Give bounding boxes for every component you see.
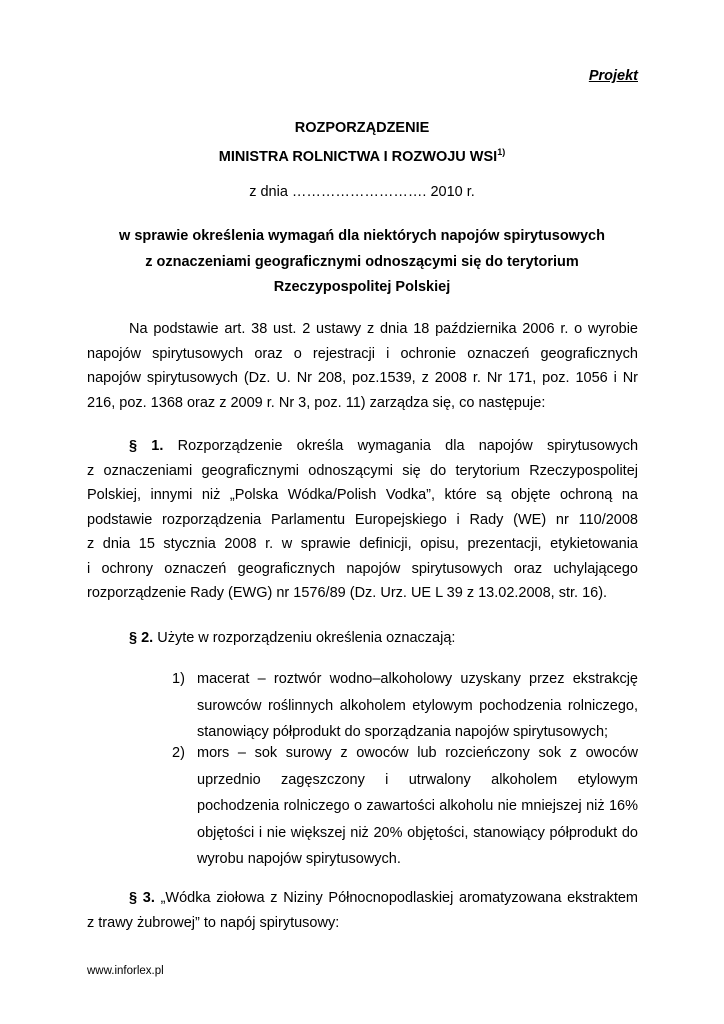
section-1-line: podstawie rozporządzenia Parlamentu Europejskiego i Rady (WE) nr 110/2008 [87,511,638,528]
section-2-first-line [87,626,638,651]
section-3-first-line [87,886,638,911]
definition-line: mors – sok surowy z owoców lub rozcieńczony sok z owoców [197,745,638,761]
definition-line: objętości i nie większej niż 20% objętości, stanowiący półprodukt do [197,824,638,841]
definition-line: uprzednio zagęszczony i utrwalony alkoholem etylowym [197,771,638,788]
subject-line-1: w sprawie określenia wymagań dla niektórych napojów spirytusowych [119,228,605,244]
section-1-line: z dnia 15 stycznia 2008 r. w sprawie definicji, opisu, prezentacji, etykietowania [87,536,638,552]
subject-line-2: z oznaczeniami geograficznymi odnoszącymi się do terytorium [145,254,579,270]
section-1-line: z oznaczeniami geograficznymi odnoszącymi się do terytorium Rzeczypospolitej [87,462,638,479]
subject-line-3: Rzeczypospolitej Polskiej [273,279,451,295]
preamble-line: napojów spirytusowych (Dz. U. Nr 208, poz.1539, z 2008 r. Nr 171, poz. 1056 i Nr [87,370,638,386]
section-1-mark: § 1. [129,438,164,454]
section-1-line: rozporządzenie Rady (EWG) nr 1576/89 (Dz. Urz. UE L 39 z 13.02.2008, str. 16). [87,585,608,601]
project-label: Projekt [588,68,638,84]
section-1 [87,434,638,606]
definition-line: stanowiący półprodukt do sporządzania napojów spirytusowych; [197,724,609,740]
definition-line: wyrobu napojów spirytusowych. [197,851,401,867]
definition-item-1 [172,666,638,746]
section-2-text: Użyte w rozporządzeniu określenia oznaczają: [157,630,456,646]
issuing-authority-text: MINISTRA ROLNICTWA I ROZWOJU WSI [218,148,498,165]
section-2-mark: § 2. [129,630,154,646]
definition-line: macerat – roztwór wodno–alkoholowy uzyskany przez ekstrakcję [197,671,638,687]
section-3-line: z trawy żubrowej” to napój spirytusowy: [87,914,340,931]
issuing-authority [0,147,724,165]
definition-line: pochodzenia rolniczego o zawartości alkoholu nie mniejszej niż 16% [197,798,638,814]
section-1-line: Polskiej, innymi niż „Polska Wódka/Polish Vodka”, które są objęte ochroną na [87,487,638,503]
footnote-marker: 1) [497,147,506,157]
definition-number: 2) [172,745,185,761]
document-type: ROZPORZĄDZENIE [294,120,430,136]
preamble-line: Na podstawie art. 38 ust. 2 ustawy z dnia 18 października 2006 r. o wyrobie [129,321,638,337]
definition-number: 1) [172,671,185,687]
section-2-intro [87,626,638,651]
section-3-first-text: „Wódka ziołowa z Niziny Północnopodlaskiej aromatyzowana ekstraktem [160,890,638,906]
definition-item-2 [172,740,638,873]
section-1-line: i ochrony oznaczeń geograficznych napojów spirytusowych oraz uchylającego [87,560,638,577]
section-3 [87,886,638,935]
section-1-first-text: Rozporządzenie określa wymagania dla napojów spirytusowych [177,438,639,454]
preamble-line: napojów spirytusowych oraz o rejestracji i ochronie oznaczeń geograficznych [87,345,638,362]
document-date: z dnia ………………………. 2010 r. [249,184,475,200]
definition-line: surowców roślinnych alkoholem etylowym pochodzenia rolniczego, [197,697,638,714]
footer-url: www.inforlex.pl [87,965,164,977]
section-3-mark: § 3. [129,890,155,906]
section-1-first-line [87,434,638,459]
preamble-line: 216, poz. 1368 oraz z 2009 r. Nr 3, poz. 11) zarządza się, co następuje: [87,394,546,411]
preamble [87,317,638,415]
